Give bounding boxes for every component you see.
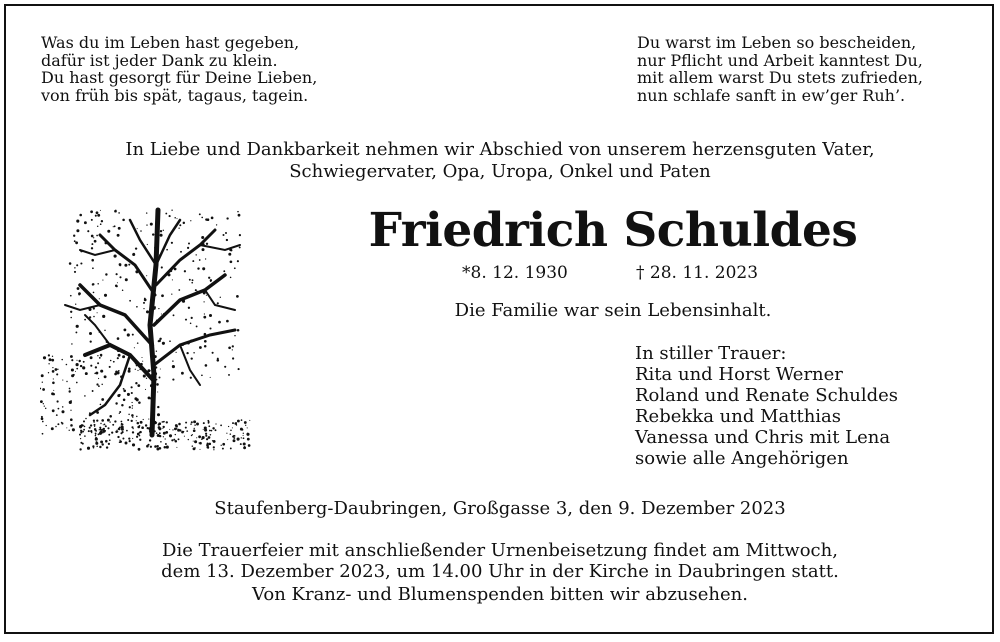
poem-line: Du hast gesorgt für Deine Lieben,: [41, 68, 318, 87]
mourner-name: sowie alle Angehörigen: [635, 448, 849, 469]
poem-line: Was du im Leben hast gegeben,: [41, 33, 300, 52]
poem-line: von früh bis spät, tagaus, tagein.: [41, 85, 309, 105]
funeral-info: [0, 540, 1000, 582]
place-and-date: Staufenberg-Daubringen, Großgasse 3, den 9. Dezember 2023: [214, 498, 786, 519]
flowers-note: Von Kranz- und Blumenspenden bitten wir abzusehen.: [252, 584, 748, 605]
intro-line: In Liebe und Dankbarkeit nehmen wir Abschied von unserem herzensguten Vater,: [125, 139, 875, 160]
birth-date: *8. 12. 1930: [462, 263, 568, 283]
poem-left: [41, 34, 317, 104]
intro-line: Schwiegervater, Opa, Uropa, Onkel und Paten: [289, 161, 711, 182]
poem-line: dafür ist jeder Dank zu klein.: [41, 50, 278, 70]
poem-line: nun schlafe sanft in ew’ger Ruh’.: [637, 85, 906, 105]
poem-line: mit allem warst Du stets zufrieden,: [637, 68, 923, 87]
poem-line: Du warst im Leben so bescheiden,: [637, 33, 917, 52]
funeral-line: dem 13. Dezember 2023, um 14.00 Uhr in der Kirche in Daubringen statt.: [161, 561, 839, 582]
poem-right: [637, 34, 923, 104]
mourners-list: [635, 343, 898, 469]
funeral-line: Die Trauerfeier mit anschließender Urnenbeisetzung findet am Mittwoch,: [162, 540, 838, 561]
tree-icon: [40, 205, 265, 455]
poem-line: nur Pflicht und Arbeit kanntest Du,: [637, 50, 923, 70]
life-motto: Die Familie war sein Lebensinhalt.: [454, 300, 772, 321]
mourner-name: Vanessa und Chris mit Lena: [635, 427, 891, 448]
mourner-name: Rebekka und Matthias: [635, 406, 842, 427]
mourning-heading: In stiller Trauer:: [635, 343, 787, 364]
mourner-name: Roland und Renate Schuldes: [635, 385, 899, 406]
intro-text: [0, 139, 1000, 183]
mourner-name: Rita und Horst Werner: [635, 364, 843, 385]
deceased-name: Friedrich Schuldes: [368, 203, 858, 258]
death-date: † 28. 11. 2023: [636, 263, 759, 283]
